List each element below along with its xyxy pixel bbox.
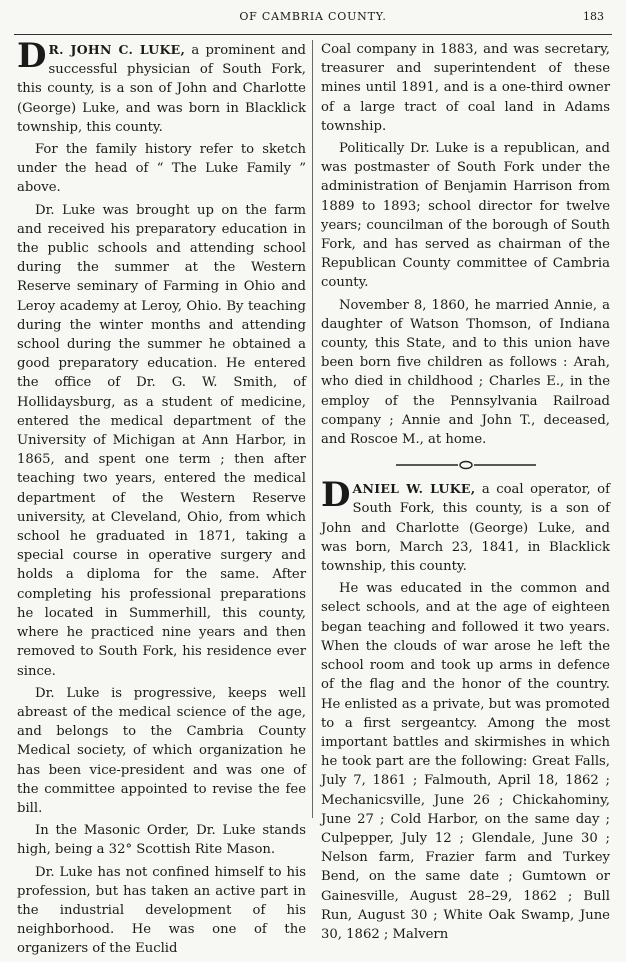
- paragraph: Dr. Luke was brought up on the farm and received his preparatory education in the public schools and attending school during the summer at the Western Reserve seminary of Farming in Ohio and Leroy academy at Leroy, Ohio. By teaching during the winter months and attending school during the summer he obtained a good preparatory education. He entered the office of Dr. G. W. Smith, of Hollidaysburg, as a student of medicine, entered the medical department of the University of Michigan at Ann Harbor, in 1865, and spent one term ; then after teaching two years, entered the medical department of the Western Reserve university, at Cleveland, Ohio, from which school he graduated in 1871, taking a special course in operative surgery and holds a diploma for the same. After completing his professional preparations he located in Summerhill, this county, where he practiced nine years and then removed to South Fork, his residence ever since.: [17, 202, 306, 679]
- paragraph: November 8, 1860, he married Annie, a daughter of Watson Thomson, of Indiana county, this State, and to this union have been born five children as follows : Arah, who died in childhood ; Charles E., in the employ of the Pennsylvania Railroad company ; Annie and John T., deceased, and Roscoe M., at home.: [321, 297, 610, 448]
- paragraph: For the family history refer to sketch under the head of “ The Luke Family ” above.: [17, 142, 306, 196]
- bio-name: ANIEL W. LUKE,: [352, 481, 476, 497]
- header-rule: [14, 34, 612, 35]
- page-number: 183: [583, 10, 604, 23]
- drop-cap: D: [17, 36, 47, 76]
- paragraph: Dr. Luke is progressive, keeps well abreast of the medical science of the age, and belongs to the Cambria County Medical society, of which organization he has been vice-president and was one of the committee appointed to revise the fee bill.: [17, 685, 306, 816]
- running-header: [0, 10, 626, 30]
- ornament-rule-icon: [396, 460, 536, 470]
- bio-john-luke-intro: [17, 36, 307, 137]
- paragraph: He was educated in the common and select schools, and at the age of eighteen began teaching and followed it two years. When the clouds of war arose he left the school room and took up arms in defence of the flag and the honor of the country. He enlisted as a private, but was promoted to a first sergeantcy. Among the most important battles and skirmishes in which he took part are the following: Great Falls, July 7, 1861 ; Falmouth, April 18, 1862 ; Mechanicsville, June 26 ; Chickahominy, June 27 ; Cold Harbor, on the same day ; Culpepper, July 12 ; Glendale, June 30 ; Nelson farm, Frazier farm and Turkey Bend, on the same date ; Gumtown or Gainesville, August 28–29, 1862 ; Bull Run, August 30 ; White Oak Swamp, June 30, 1862 ; Malvern: [321, 581, 610, 942]
- bio-daniel-luke-intro: [321, 475, 610, 576]
- bio-intro-text: a prominent and successful physician of South Fork, this county, is a son of John and Charlotte (George) Luke, and was born in Blacklick township, this county.: [17, 43, 307, 135]
- bio-name: R. JOHN C. LUKE,: [48, 42, 186, 57]
- paragraph: Politically Dr. Luke is a republican, and was postmaster of South Fork under the administration of Benjamin Harrison from 1889 to 1893; school director for twelve years; councilman of the borough of South Fork, and has served as chairman of the Republican County committee of Cambria county.: [321, 141, 610, 291]
- paragraph: In the Masonic Order, Dr. Luke stands high, being a 32° Scottish Rite Mason.: [17, 823, 306, 858]
- drop-cap: D: [321, 475, 351, 516]
- paragraph-continued: Coal company in 1883, and was secretary, treasurer and superintendent of these mines until 1891, and is a one-third owner of a large tract of coal land in Adams township.: [321, 42, 610, 134]
- running-title: OF CAMBRIA COUNTY.: [239, 10, 387, 23]
- section-separator: [321, 457, 610, 469]
- right-column: [321, 40, 610, 947]
- paragraph: Dr. Luke has not confined himself to his profession, but has taken an active part in the industrial development of his neighborhood. He was one of the organizers of the Euclid: [17, 864, 306, 957]
- bio-intro-text: a coal operator, of South Fork, this county, is a son of John and Charlotte (George) Luke, and was born, March 23, 1841, in Blacklick township, this county.: [321, 482, 610, 575]
- left-column: [17, 36, 307, 962]
- column-divider: [312, 40, 313, 818]
